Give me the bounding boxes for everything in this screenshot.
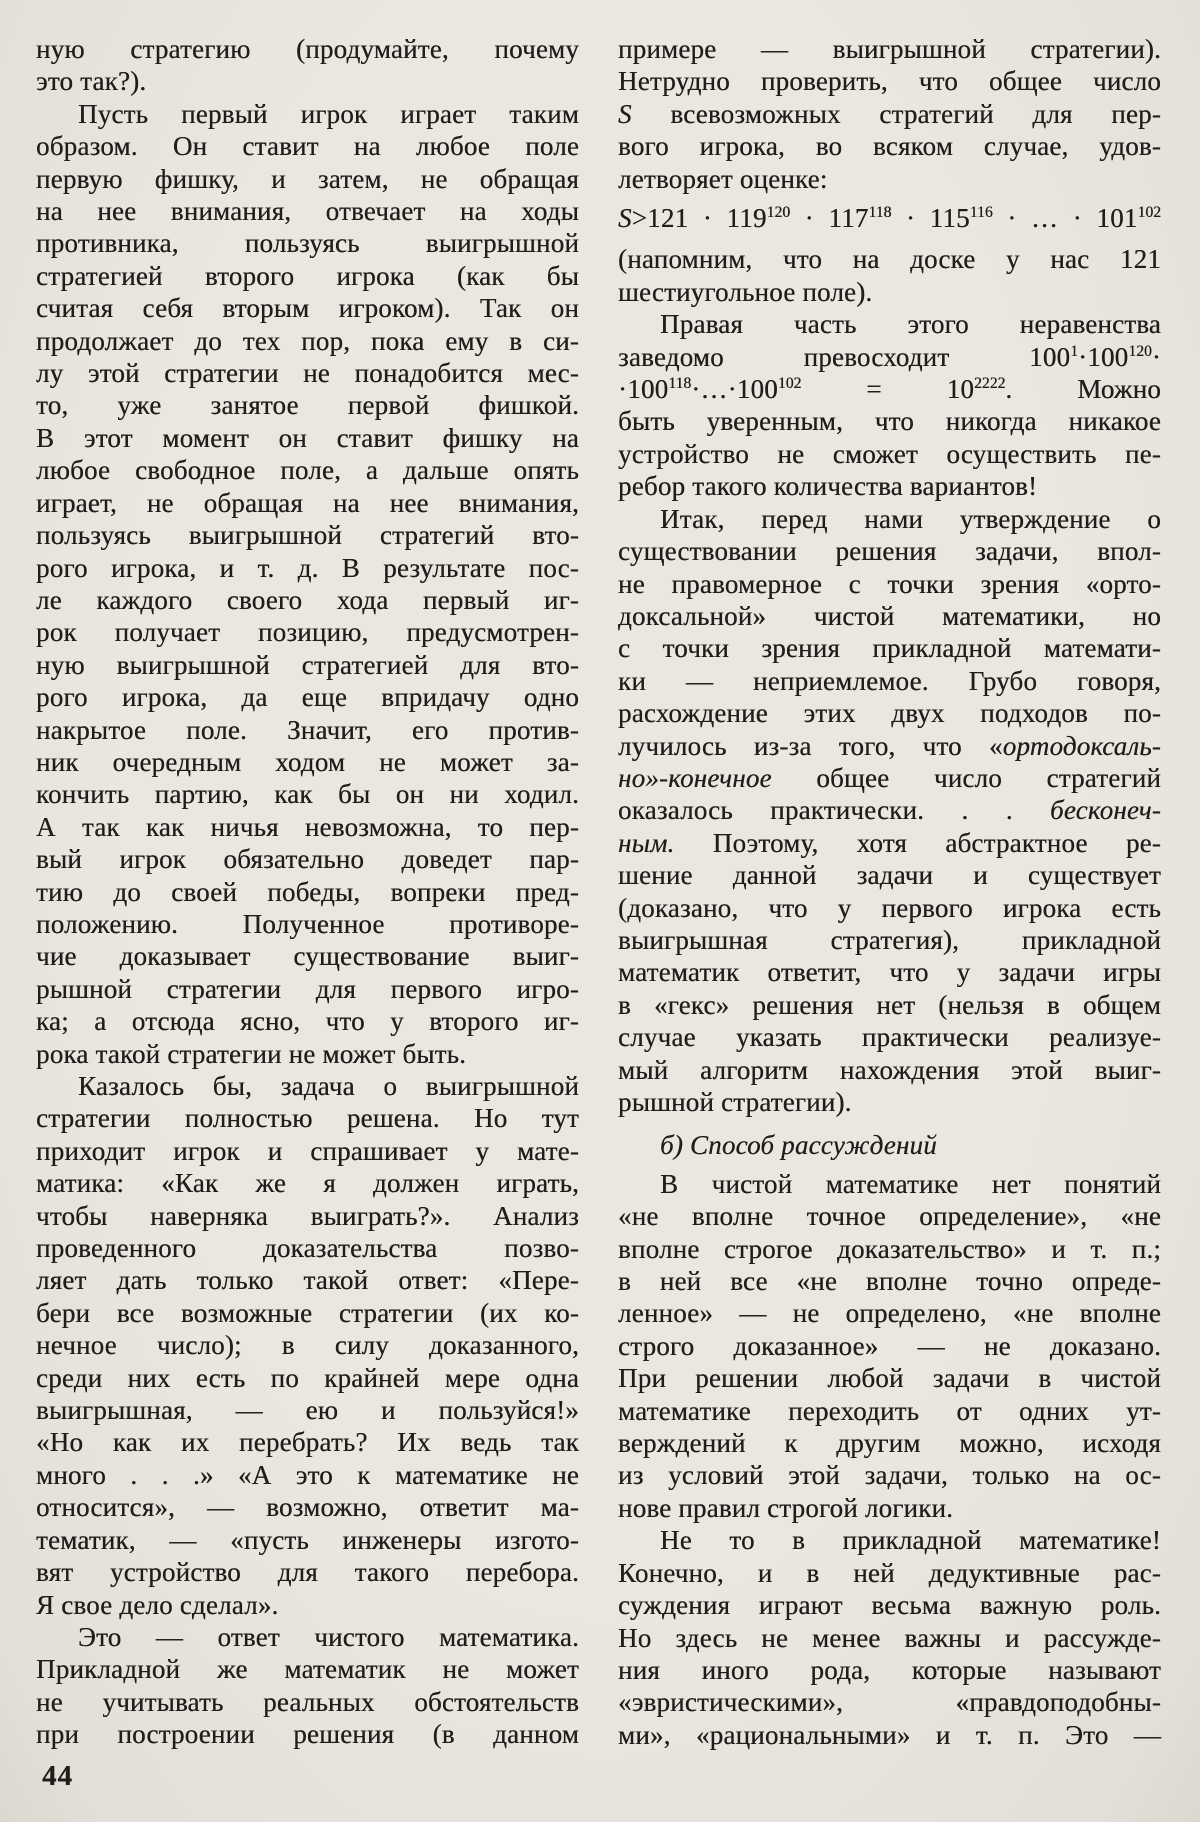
text-line: ным. Поэтому, хотя абстрактное ре- [618, 827, 1161, 858]
text-line: В чистой математике нет понятий [660, 1168, 1161, 1199]
text-line: противника, пользуясь выигрышной [36, 228, 579, 259]
text-line: ную выигрышной стратегией для вто- [36, 649, 579, 680]
text-line: Прикладной же математик не может [36, 1654, 579, 1685]
text-line: при построении решения (в данном [36, 1719, 579, 1750]
text-line: ки — неприемлемое. Грубо говоря, [618, 665, 1161, 696]
text-line: ленное» — не определено, «не вполне [618, 1298, 1161, 1329]
text-line: Конечно, и в ней дедуктивные рас- [618, 1557, 1161, 1588]
text-line: случае указать практически реализуе- [618, 1022, 1161, 1053]
text-line: Пусть первый игрок играет таким [78, 98, 579, 129]
text-line: Итак, перед нами утверждение о [660, 503, 1161, 534]
text-line: доксальной» чистой математики, но [618, 600, 1161, 631]
text-line: среди них есть по крайней мере одна [36, 1362, 579, 1393]
text-line: играет, не обращая на нее внимания, [36, 487, 579, 518]
text-line: на нее внимания, отвечает на ходы [36, 196, 579, 227]
text-line: ляет дать только такой ответ: «Пере- [36, 1265, 579, 1296]
formula-line: $S>121 \cdot 119^{120} \cdot 117^{118} \cdot 115^{116}$ · … · $101^{102}$ [618, 203, 1161, 234]
text-line: стратегией второго игрока (как бы [36, 260, 579, 291]
text-line: продолжает до тех пор, пока ему в си- [36, 325, 579, 356]
text-line: шение данной задачи и существует [618, 860, 1161, 891]
text-line: Но здесь не менее важны и рассужде- [618, 1622, 1161, 1653]
text-line: быть уверенным, что никогда никакое [618, 406, 1161, 437]
text-line: (доказано, что у первого игрока есть [618, 892, 1161, 923]
text-line: выигрышная, — ею и пользуйся!» [36, 1395, 579, 1426]
text-line: ник очередным ходом не может за- [36, 746, 579, 777]
page-number: 44 [42, 1760, 73, 1792]
text-line: ле каждого своего хода первый иг- [36, 584, 579, 615]
text-line: существовании решения задачи, впол- [618, 536, 1161, 567]
text-line: лучилось из-за того, что «ортодоксаль- [618, 730, 1161, 761]
section-heading: б) Способ рассуждений [660, 1130, 937, 1161]
text-line: первую фишку, и затем, не обращая [36, 163, 579, 194]
text-line: рока такой стратегии не может быть. [36, 1038, 467, 1069]
text-line: это так?). [36, 66, 147, 97]
text-line: «эвристическими», «правдоподобны- [618, 1687, 1161, 1718]
text-line: При решении любой задачи в чистой [618, 1363, 1161, 1394]
text-line: рышной стратегии). [618, 1087, 852, 1117]
text-line: рышной стратегии для первого игро- [36, 973, 579, 1004]
text-line: вполне строгое доказательство» и т. п.; [618, 1233, 1161, 1264]
text-line: относится», — возможно, ответит ма- [36, 1492, 579, 1523]
text-line: ния иного рода, которые называют [618, 1654, 1161, 1685]
text-line: нове правил строгой логики. [618, 1492, 954, 1523]
text-line: суждения играют весьма важную роль. [618, 1590, 1161, 1621]
text-line: оказалось практически. . . бесконеч- [618, 795, 1161, 826]
text-line: но»-конечное общее число стратегий [618, 762, 1161, 793]
text-line: лу этой стратегии не понадобится мес- [36, 358, 579, 389]
text-line: заведомо превосходит $100^1\cdot 100^{120}\cdot$ [618, 341, 1161, 372]
text-line: Это — ответ чистого математика. [78, 1621, 579, 1652]
text-line: положению. Полученное противоре- [36, 908, 579, 939]
text-line: математике переходить от одних ут- [618, 1395, 1161, 1426]
text-line: проведенного доказательства позво- [36, 1233, 579, 1264]
text-line: примере — выигрышной стратегии). [618, 34, 1161, 64]
text-line: «Но как их перебрать? Их ведь так [36, 1427, 579, 1458]
text-line: (напомним, что на доске у нас 121 [618, 244, 1161, 275]
text-line: вый игрок обязательно доведет пар- [36, 844, 579, 875]
right-column [618, 33, 1161, 1751]
text-line: устройство не сможет осуществить пе- [618, 438, 1161, 469]
text-line: в «гекс» решения нет (нельзя в общем [618, 989, 1161, 1020]
text-line: математик ответит, что у задачи игры [618, 957, 1161, 988]
text-line: верждений к другим можно, исходя [618, 1428, 1161, 1459]
text-line: В этот момент он ставит фишку на [36, 422, 579, 453]
text-line: матика: «Как же я должен играть, [36, 1168, 579, 1199]
text-line: тематик, — «пусть инженеры изгото- [36, 1524, 579, 1555]
text-line: ми», «рациональными» и т. п. Это — [618, 1719, 1161, 1750]
text-line: любое свободное поле, а дальше опять [36, 455, 579, 486]
text-columns [36, 33, 1160, 1751]
text-line: выигрышная стратегия), прикладной [618, 924, 1161, 955]
text-line: нечное число); в силу доказанного, [36, 1330, 579, 1361]
text-line: ка; а отсюда ясно, что у второго иг- [36, 1006, 579, 1037]
text-line: $\cdot 100^{118}\cdot\dots\cdot 100^{102} = 10^{2222}$. Можно [618, 374, 1161, 405]
text-line: мый алгоритм нахождения этой выиг- [618, 1054, 1161, 1085]
text-line: шестиугольное поле). [618, 276, 873, 307]
text-line: рого игрока, да еще впридачу одно [36, 682, 579, 713]
text-line: чтобы наверняка выиграть?». Анализ [36, 1200, 579, 1231]
text-line: Нетрудно проверить, что общее число [618, 66, 1161, 97]
left-column [36, 33, 579, 1751]
text-line: «не вполне точное определение», «не [618, 1201, 1161, 1232]
text-line: строго доказанное» — не доказано. [618, 1330, 1161, 1361]
text-line: Я свое дело сделал». [36, 1589, 279, 1620]
text-line: из условий этой задачи, только на ос- [618, 1460, 1161, 1491]
text-line: много . . .» «А это к математике не [36, 1459, 579, 1490]
text-line: тию до своей победы, вопреки пред- [36, 876, 579, 907]
text-line: вят устройство для такого перебора. [36, 1557, 579, 1588]
text-line: S всевозможных стратегий для пер- [618, 98, 1161, 129]
text-line: Правая часть этого неравенства [660, 309, 1161, 340]
text-line: образом. Он ставит на любое поле [36, 131, 579, 162]
text-line: в ней все «не вполне точно опреде- [618, 1266, 1161, 1297]
text-line: рого игрока, и т. д. В результате пос- [36, 552, 579, 583]
text-line: не учитывать реальных обстоятельств [36, 1686, 579, 1717]
text-line: кончить партию, как бы он ни ходил. [36, 779, 579, 810]
text-line: летворяет оценке: [618, 163, 828, 194]
text-line: пользуясь выигрышной стратегий вто- [36, 520, 579, 551]
text-line: ребор такого количества вариантов! [618, 471, 1038, 502]
text-line: чие доказывает существование выиг- [36, 941, 579, 972]
text-line: считая себя вторым игроком). Так он [36, 293, 579, 324]
text-line: накрытое поле. Значит, его против- [36, 714, 579, 745]
text-line: рок получает позицию, предусмотрен- [36, 617, 579, 648]
text-line: с точки зрения прикладной математи- [618, 633, 1161, 664]
text-line: бери все возможные стратегии (их ко- [36, 1297, 579, 1328]
text-line: стратегии полностью решена. Но тут [36, 1103, 579, 1134]
text-line: Казалось бы, задача о выигрышной [78, 1071, 579, 1101]
text-line: не правомерное с точки зрения «орто- [618, 568, 1161, 599]
text-line: ную стратегию (продумайте, почему [36, 34, 579, 64]
text-line: приходит игрок и спрашивает у мате- [36, 1135, 579, 1166]
text-line: расхождение этих двух подходов по- [618, 698, 1161, 729]
text-line: то, уже занятое первой фишкой. [36, 390, 579, 421]
text-line: вого игрока, во всяком случае, удов- [618, 131, 1161, 162]
text-line: Не то в прикладной математике! [660, 1525, 1161, 1556]
text-line: А так как ничья невозможна, то пер- [36, 811, 579, 842]
